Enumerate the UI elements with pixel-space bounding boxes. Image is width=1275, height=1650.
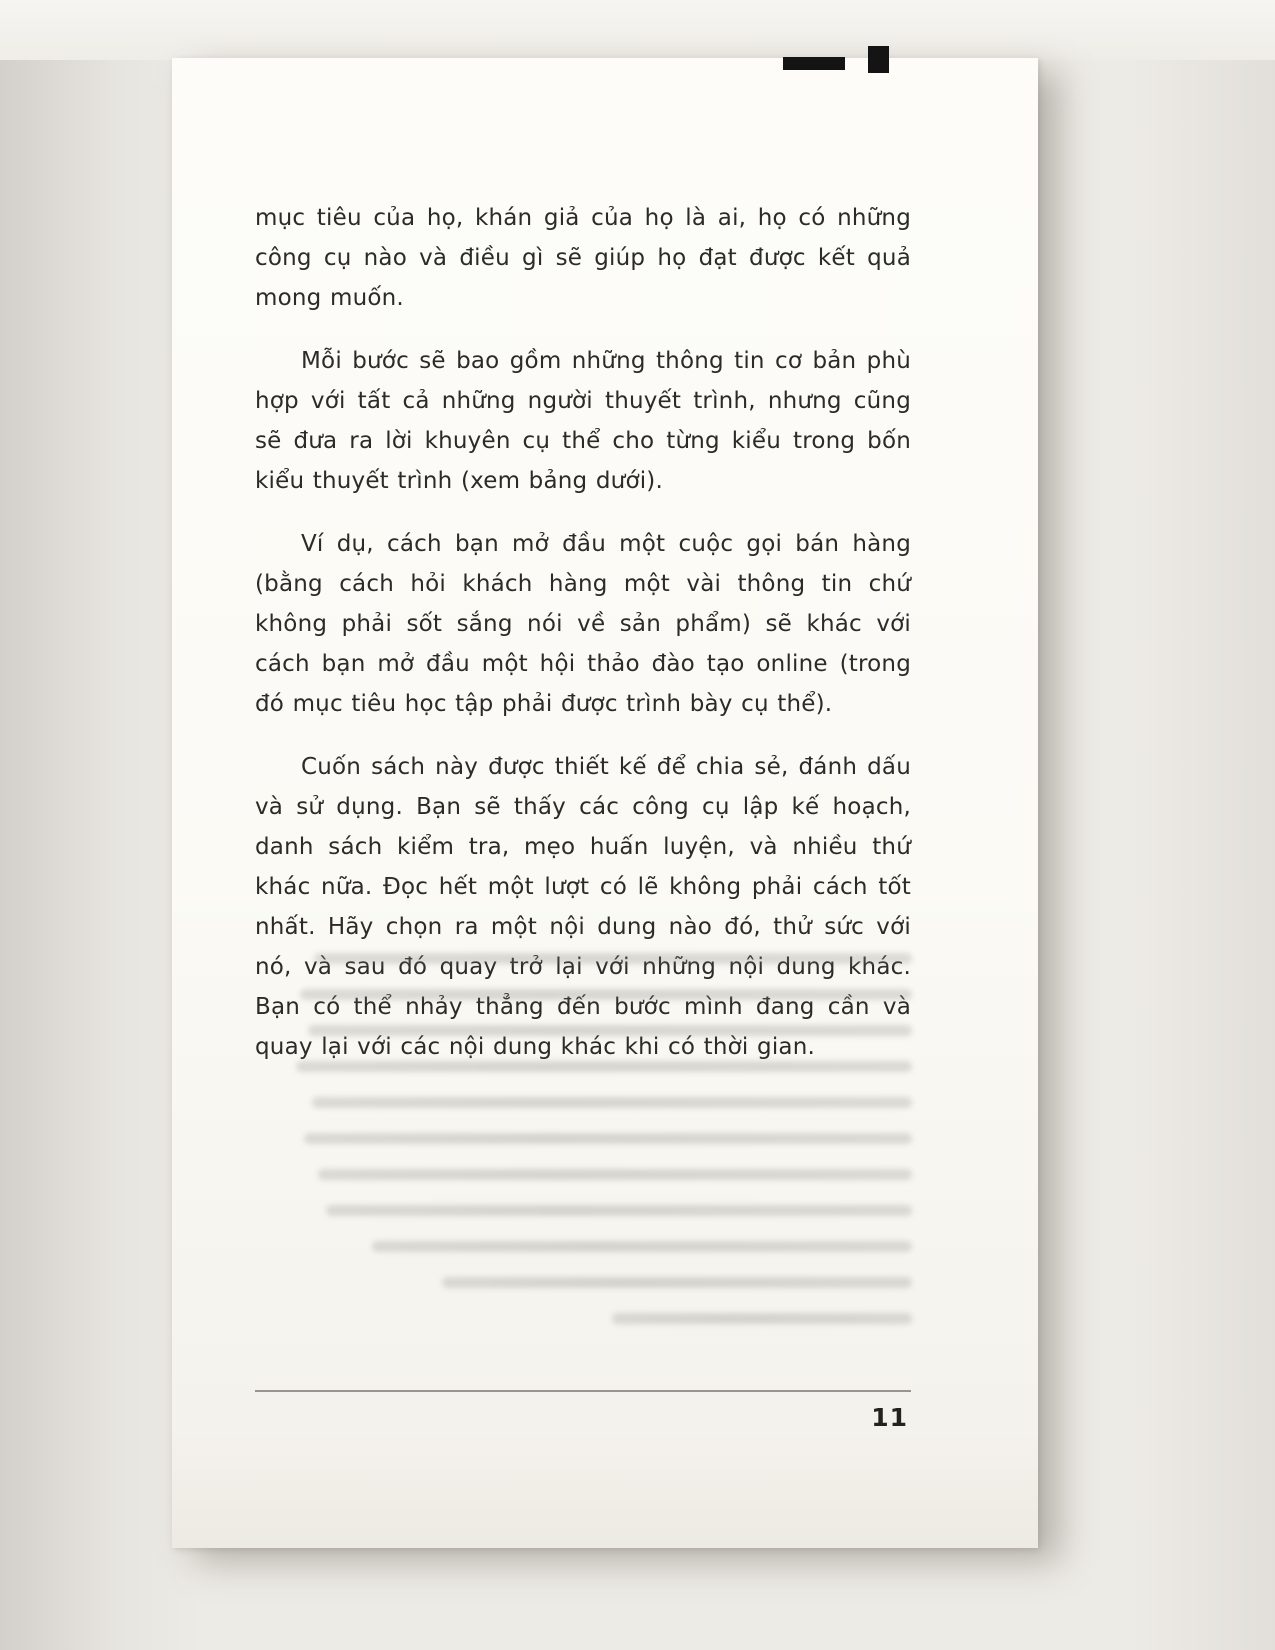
bleed-line — [318, 1169, 912, 1180]
paragraph: mục tiêu của họ, khán giả của họ là ai, họ có những công cụ nào và điều gì sẽ giúp họ đạt được kết quả mong muốn. — [255, 205, 911, 311]
bleed-through-text — [287, 953, 912, 1349]
bleed-line — [372, 1241, 912, 1252]
bleed-line — [296, 1061, 912, 1072]
paragraph: Ví dụ, cách bạn mở đầu một cuộc gọi bán hàng (bằng cách hỏi khách hàng một vài thông tin chứ không phải sốt sắng nói về sản phẩm) sẽ khác với cách bạn mở đầu một hội thảo đào tạo online (trong đó mục tiêu học tập phải được trình bày cụ thể). — [255, 531, 911, 717]
bleed-line — [312, 1097, 912, 1108]
bleed-line — [612, 1313, 912, 1324]
page-number: 11 — [871, 1403, 908, 1432]
bleed-line — [442, 1277, 912, 1288]
bleed-line — [326, 1205, 912, 1216]
paragraph: Mỗi bước sẽ bao gồm những thông tin cơ bản phù hợp với tất cả những người thuyết trình, nhưng cũng sẽ đưa ra lời khuyên cụ thể cho từng kiểu trong bốn kiểu thuyết trình (xem bảng dưới). — [255, 348, 911, 494]
photo-background-top — [0, 0, 1275, 60]
bleed-line — [314, 953, 912, 964]
binding-mark — [868, 46, 889, 73]
book-page — [172, 58, 1038, 1548]
bleed-line — [300, 989, 912, 1000]
bleed-line — [304, 1133, 912, 1144]
bleed-line — [308, 1025, 912, 1036]
paragraph: Cuốn sách này được thiết kế để chia sẻ, đánh dấu và sử dụng. Bạn sẽ thấy các công cụ lập kế hoạch, danh sách kiểm tra, mẹo huấn luyện, và nhiều thứ khác nữa. Đọc hết một lượt có lẽ không phải cách tốt nhất. Hãy chọn ra một nội dung nào đó, thử sức với nó, và sau đó quay trở lại với những nội dung khác. Bạn có thể nhảy thẳng đến bước mình đang cần và quay lại với các nội dung khác khi có thời gian. — [255, 754, 911, 1060]
binding-mark — [783, 57, 845, 70]
footer-rule — [255, 1390, 911, 1392]
